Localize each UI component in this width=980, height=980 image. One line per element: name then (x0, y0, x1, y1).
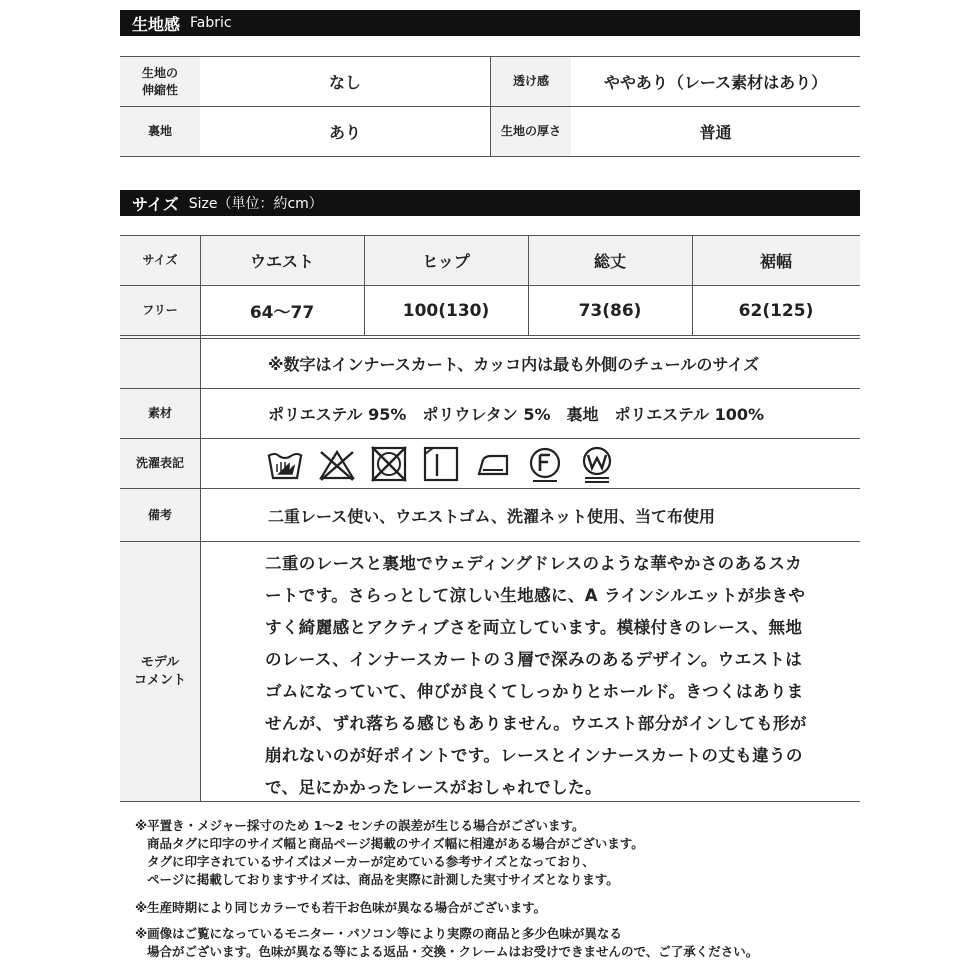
size-value-waist: 64〜77 (249, 303, 315, 323)
size-header-size: サイズ (142, 253, 178, 268)
note-monitor (135, 925, 758, 961)
comment-line: ゴムになっていて、伸びが良くてしっかりとホールド。きつくはありま (265, 682, 804, 701)
dry-clean-f-icon (525, 444, 565, 484)
note-measurement (135, 817, 644, 889)
size-section-header (120, 190, 860, 216)
size-title: サイズ (132, 194, 179, 214)
model-comment (265, 548, 845, 804)
size-note: ※数字はインナースカート、カッコ内は最も外側のチュールのサイズ (268, 355, 760, 374)
size-header-hip: ヒップ (422, 252, 470, 271)
fabric-subtitle: Fabric (190, 15, 232, 31)
no-tumble-dry-icon (369, 444, 409, 484)
fabric-section-header (120, 10, 860, 36)
size-value-hem: 62(125) (738, 300, 814, 321)
sheerness-value: ややあり（レース素材はあり） (603, 73, 828, 92)
size-subtitle: Size（単位：約cm） (188, 196, 323, 212)
note-color-lot (135, 899, 546, 917)
note-line: ページに掲載しておりますサイズは、商品を実際に計測した実寸サイズとなります。 (147, 872, 619, 887)
comment-line: せんが、ずれ落ちる感じもありません。ウエスト部分がインしても形が (265, 714, 807, 733)
comment-line: ートです。さらっとして涼しい生地感に、A ラインシルエットが歩きや (265, 586, 806, 605)
lining-label: 裏地 (147, 124, 172, 139)
hand-wash-30-icon (265, 444, 305, 484)
size-header-length: 総丈 (593, 252, 626, 271)
note-line: ※生産時期により同じカラーでも若干お色味が異なる場合がございます。 (135, 900, 547, 915)
material-label: 素材 (147, 406, 172, 421)
no-bleach-icon (317, 444, 357, 484)
comment-line: のレース、インナースカートの３層で深みのあるデザイン。ウエストは (265, 650, 803, 669)
comment-line: で、足にかかったレースがおしゃれでした。 (265, 778, 602, 797)
line-dry-icon (421, 444, 461, 484)
thickness-value: 普通 (699, 123, 732, 142)
size-header-hem: 裾幅 (759, 252, 792, 271)
size-value-hip: 100(130) (402, 300, 490, 321)
size-header-waist: ウエスト (249, 252, 314, 271)
comment-line: 崩れないのが好ポイントです。レースとインナースカートの丈も違うの (265, 746, 803, 765)
note-line: 商品タグに印字のサイズ幅と商品ページ掲載のサイズ幅に相違がある場合がございます。 (147, 836, 644, 851)
divider (120, 335, 860, 336)
comment-line: すく綺麗感とアクティブさを両立しています。模様付きのレース、無地 (265, 618, 803, 637)
model-comment-label: モデル コメント (133, 654, 186, 688)
remarks-label: 備考 (147, 507, 172, 522)
thickness-label: 生地の厚さ (500, 124, 561, 139)
divider (120, 156, 860, 157)
divider (120, 541, 860, 542)
comment-line: 二重のレースと裏地でウェディングドレスのような華やかさのあるスカ (265, 554, 803, 573)
stretch-value: なし (328, 73, 361, 92)
divider (120, 438, 860, 439)
wash-icons (265, 444, 617, 484)
sheerness-label: 透け感 (512, 74, 549, 89)
size-value-length: 73(86) (578, 300, 642, 321)
note-line: タグに印字されているサイズはメーカーが定めている参考サイズとなっており、 (147, 854, 595, 869)
size-row-free: フリー (142, 303, 178, 318)
fabric-title: 生地感 (132, 14, 181, 34)
stretch-label: 生地の 伸縮性 (141, 66, 178, 97)
note-line: 場合がございます。色味が異なる等による返品・交換・クレームはお受けできませんので、ご了承ください。 (147, 944, 759, 959)
note-line: ※画像はご覧になっているモニター・パソコン等により実際の商品と多少色味が異なる (135, 926, 622, 941)
wash-label: 洗濯表記 (135, 456, 184, 471)
iron-low-icon (473, 444, 513, 484)
note-line: ※平置き・メジャー採寸のため 1〜2 センチの誤差が生じる場合がございます。 (135, 818, 585, 833)
lining-value: あり (328, 123, 361, 142)
material-value: ポリエステル 95% ポリウレタン 5% 裏地 ポリエステル 100% (268, 405, 765, 424)
remarks-value: 二重レース使い、ウエストゴム、洗濯ネット使用、当て布使用 (268, 506, 716, 526)
wet-clean-w-icon (577, 444, 617, 484)
